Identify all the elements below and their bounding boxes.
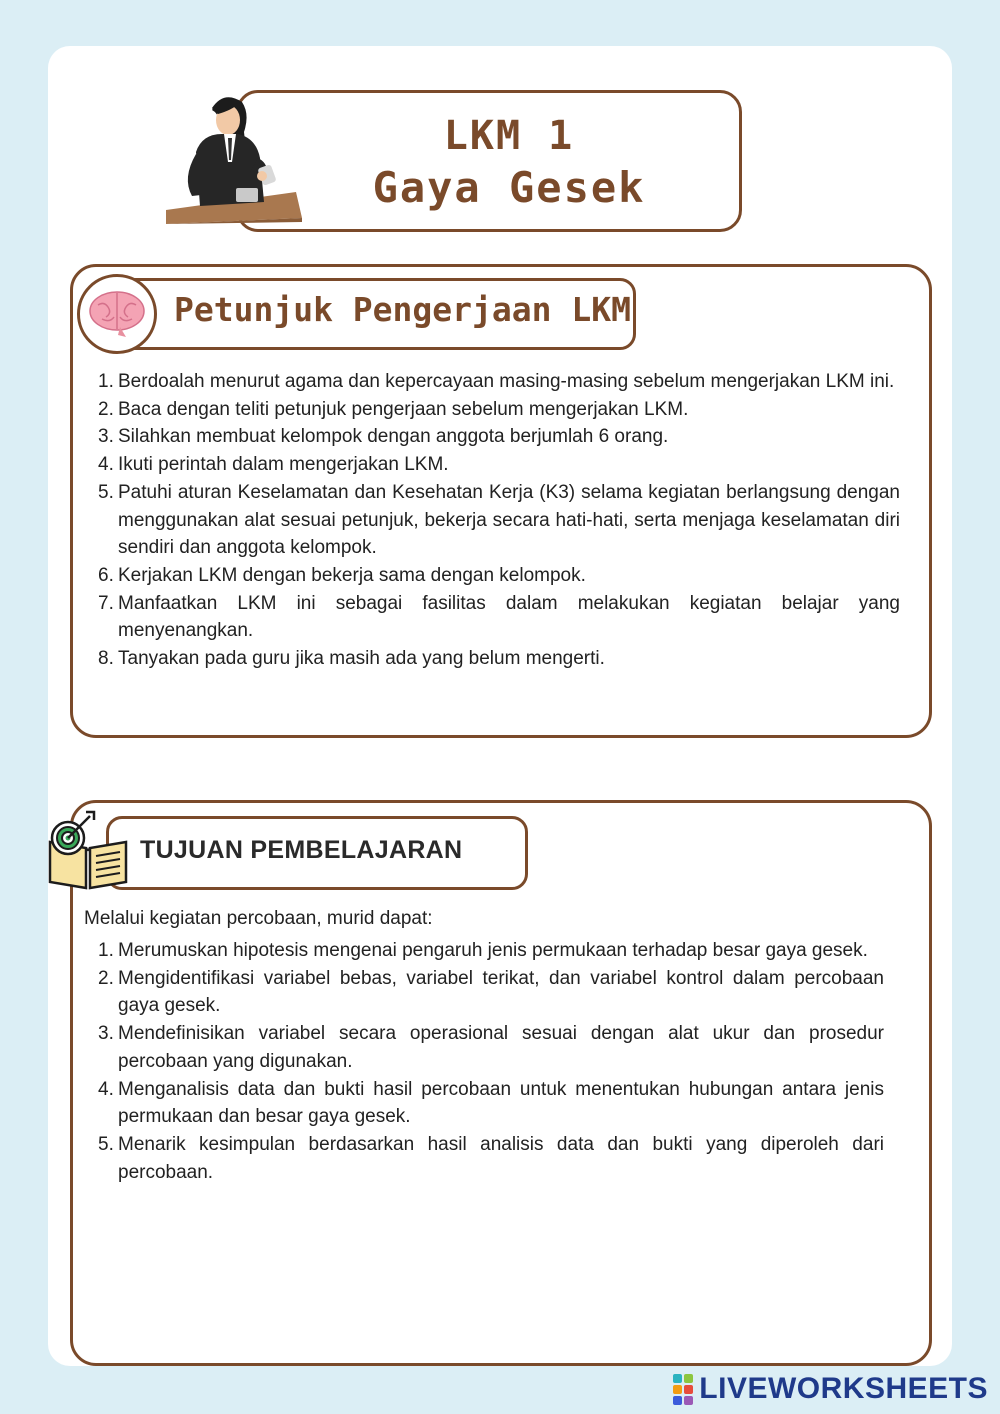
teacher-illustration-icon	[166, 92, 306, 224]
list-item: 4. Menganalisis data dan bukti hasil percobaan untuk menentukan hubungan antara jenis permukaan dan besar gaya gesek.	[98, 1078, 884, 1128]
brand-text: LIVEWORKSHEETS	[699, 1372, 988, 1405]
list-item: 2. Baca dengan teliti petunjuk pengerjaan sebelum mengerjakan LKM.	[98, 398, 689, 420]
tujuan-intro: Melalui kegiatan percobaan, murid dapat:	[84, 908, 433, 929]
list-item: 7. Manfaatkan LKM ini sebagai fasilitas dalam melakukan kegiatan belajar yang menyenangkan.	[98, 592, 900, 642]
tujuan-list	[98, 937, 884, 1186]
list-item: 1. Merumuskan hipotesis mengenai pengaruh jenis permukaan terhadap besar gaya gesek.	[98, 940, 868, 961]
list-item: 1. Berdoalah menurut agama dan kepercayaan masing-masing sebelum mengerjakan LKM ini.	[98, 371, 895, 392]
tujuan-heading: TUJUAN PEMBELAJARAN	[140, 836, 463, 864]
list-item: 8. Tanyakan pada guru jika masih ada yang belum mengerti.	[98, 648, 605, 670]
title-line-1: LKM 1	[443, 113, 575, 159]
list-item: 2. Mengidentifikasi variabel bebas, variabel terikat, dan variabel kontrol dalam percobaan gaya gesek.	[98, 967, 884, 1017]
list-item: 3. Mendefinisikan variabel secara operasional sesuai dengan alat ukur dan prosedur percobaan yang digunakan.	[98, 1023, 884, 1072]
petunjuk-heading: Petunjuk Pengerjaan LKM	[174, 290, 631, 329]
liveworksheets-brand[interactable]	[673, 1372, 988, 1406]
brain-icon	[80, 277, 154, 351]
list-item: 4. Ikuti perintah dalam mengerjakan LKM.	[98, 454, 449, 476]
list-item: 3. Silahkan membuat kelompok dengan anggota berjumlah 6 orang.	[98, 426, 669, 448]
liveworksheets-logo-icon	[673, 1374, 693, 1405]
book-target-icon	[46, 808, 130, 892]
title-line-2: Gaya Gesek	[372, 163, 646, 212]
list-item: 5. Patuhi aturan Keselamatan dan Kesehatan Kerja (K3) selama kegiatan berlangsung dengan menggunakan alat sesuai petunjuk, bekerja secara hati-hati, serta menjaga keselamatan diri sendiri dan anggota kelompok.	[98, 481, 900, 559]
list-item: 6. Kerjakan LKM dengan bekerja sama dengan kelompok.	[98, 564, 586, 586]
petunjuk-list	[98, 368, 900, 673]
brain-badge	[77, 274, 157, 354]
title-box	[236, 90, 742, 232]
list-item: 5. Menarik kesimpulan berdasarkan hasil analisis data dan bukti yang diperoleh dari percobaan.	[98, 1133, 884, 1183]
